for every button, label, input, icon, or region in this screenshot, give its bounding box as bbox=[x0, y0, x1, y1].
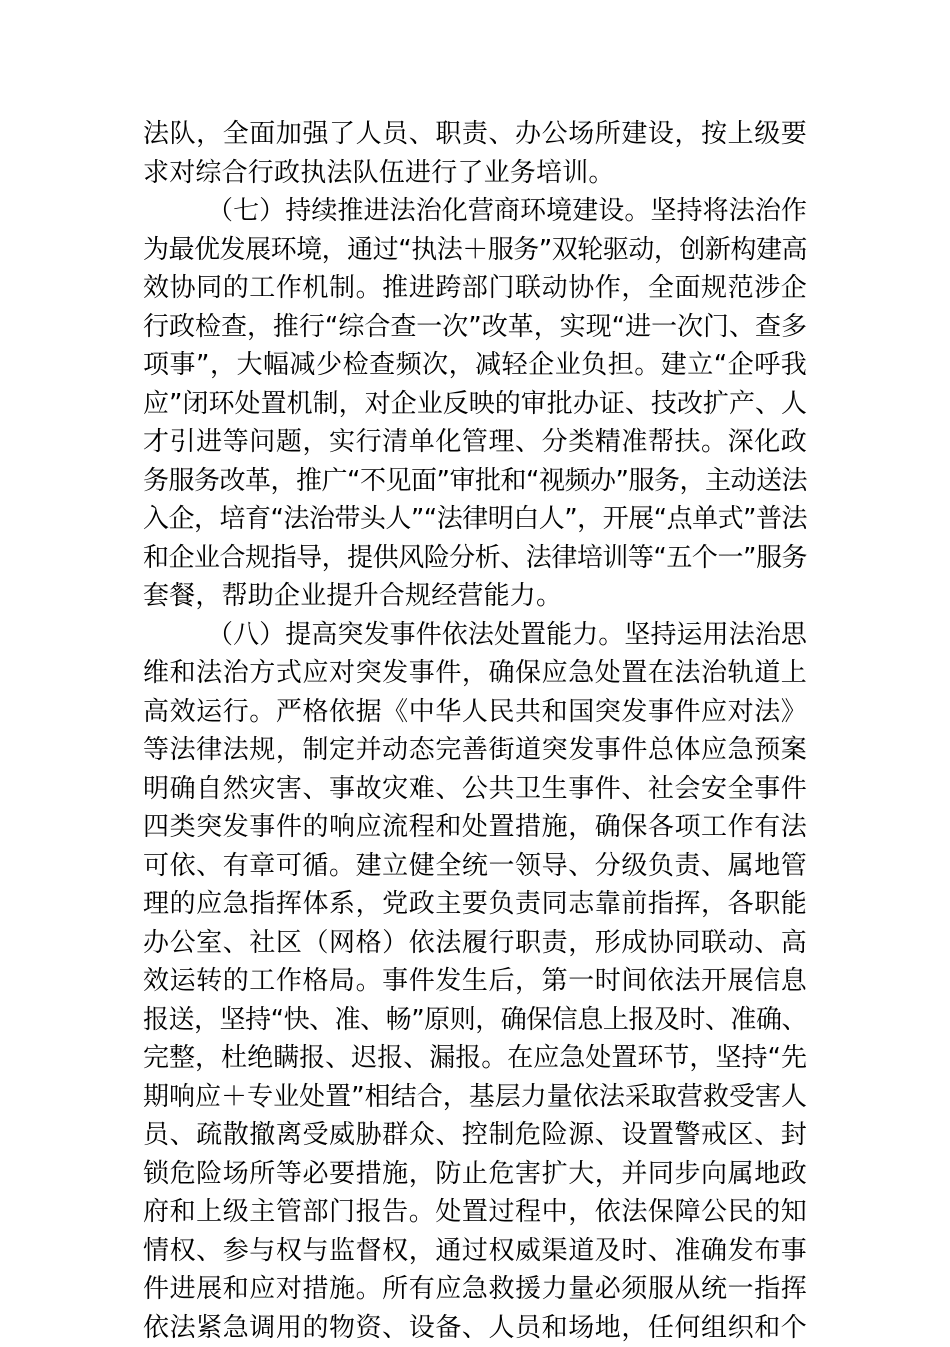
text-line: 完整，杜绝瞒报、迟报、漏报。在应急处置环节，坚持“先 bbox=[143, 1039, 807, 1078]
text-line: 为最优发展环境，通过“执法＋服务”双轮驱动，创新构建高 bbox=[143, 231, 807, 270]
text-line: 项事”，大幅减少检查频次，减轻企业负担。建立“企呼我 bbox=[143, 346, 807, 385]
text-line: 可依、有章可循。建立健全统一领导、分级负责、属地管 bbox=[143, 847, 807, 886]
text-line: 高效运行。严格依据《中华人民共和国突发事件应对法》 bbox=[143, 693, 807, 732]
text-line: 才引进等问题，实行清单化管理、分类精准帮扶。深化政 bbox=[143, 423, 807, 462]
text-line: 办公室、社区（网格）依法履行职责，形成协同联动、高 bbox=[143, 924, 807, 963]
text-line: 等法律法规，制定并动态完善街道突发事件总体应急预案 bbox=[143, 731, 807, 770]
text-line: 四类突发事件的响应流程和处置措施，确保各项工作有法 bbox=[143, 808, 807, 847]
text-line: 效运转的工作格局。事件发生后，第一时间依法开展信息 bbox=[143, 962, 807, 1001]
text-line: 法队，全面加强了人员、职责、办公场所建设，按上级要 bbox=[143, 115, 807, 154]
text-line: 行政检查，推行“综合查一次”改革，实现“进一次门、查多 bbox=[143, 308, 807, 347]
text-line: 期响应＋专业处置”相结合，基层力量依法采取营救受害人 bbox=[143, 1078, 807, 1117]
paragraph-first-line: （七）持续推进法治化营商环境建设。坚持将法治作 bbox=[143, 192, 807, 231]
text-line: 锁危险场所等必要措施，防止危害扩大，并同步向属地政 bbox=[143, 1155, 807, 1194]
text-line: 维和法治方式应对突发事件，确保应急处置在法治轨道上 bbox=[143, 654, 807, 693]
text-line: 理的应急指挥体系，党政主要负责同志靠前指挥，各职能 bbox=[143, 885, 807, 924]
text-line: 情权、参与权与监督权，通过权威渠道及时、准确发布事 bbox=[143, 1232, 807, 1271]
text-line: 件进展和应对措施。所有应急救援力量必须服从统一指挥 bbox=[143, 1270, 807, 1309]
text-line: 和企业合规指导，提供风险分析、法律培训等“五个一”服务 bbox=[143, 539, 807, 578]
text-line: 务服务改革，推广“不见面”审批和“视频办”服务，主动送法 bbox=[143, 462, 807, 501]
text-line: 应”闭环处置机制，对企业反映的审批办证、技改扩产、人 bbox=[143, 385, 807, 424]
text-line: 入企，培育“法治带头人”“法律明白人”，开展“点单式”普法 bbox=[143, 500, 807, 539]
text-line: 套餐，帮助企业提升合规经营能力。 bbox=[143, 577, 807, 616]
document-body bbox=[143, 115, 807, 1347]
text-line: 报送，坚持“快、准、畅”原则，确保信息上报及时、准确、 bbox=[143, 1001, 807, 1040]
text-line: 员、疏散撤离受威胁群众、控制危险源、设置警戒区、封 bbox=[143, 1116, 807, 1155]
text-line: 府和上级主管部门报告。处置过程中，依法保障公民的知 bbox=[143, 1193, 807, 1232]
text-line: 明确自然灾害、事故灾难、公共卫生事件、社会安全事件 bbox=[143, 770, 807, 809]
paragraph-first-line: （八）提高突发事件依法处置能力。坚持运用法治思 bbox=[143, 616, 807, 655]
text-line: 求对综合行政执法队伍进行了业务培训。 bbox=[143, 154, 807, 193]
text-line: 依法紧急调用的物资、设备、人员和场地，任何组织和个 bbox=[143, 1309, 807, 1347]
text-line: 效协同的工作机制。推进跨部门联动协作，全面规范涉企 bbox=[143, 269, 807, 308]
